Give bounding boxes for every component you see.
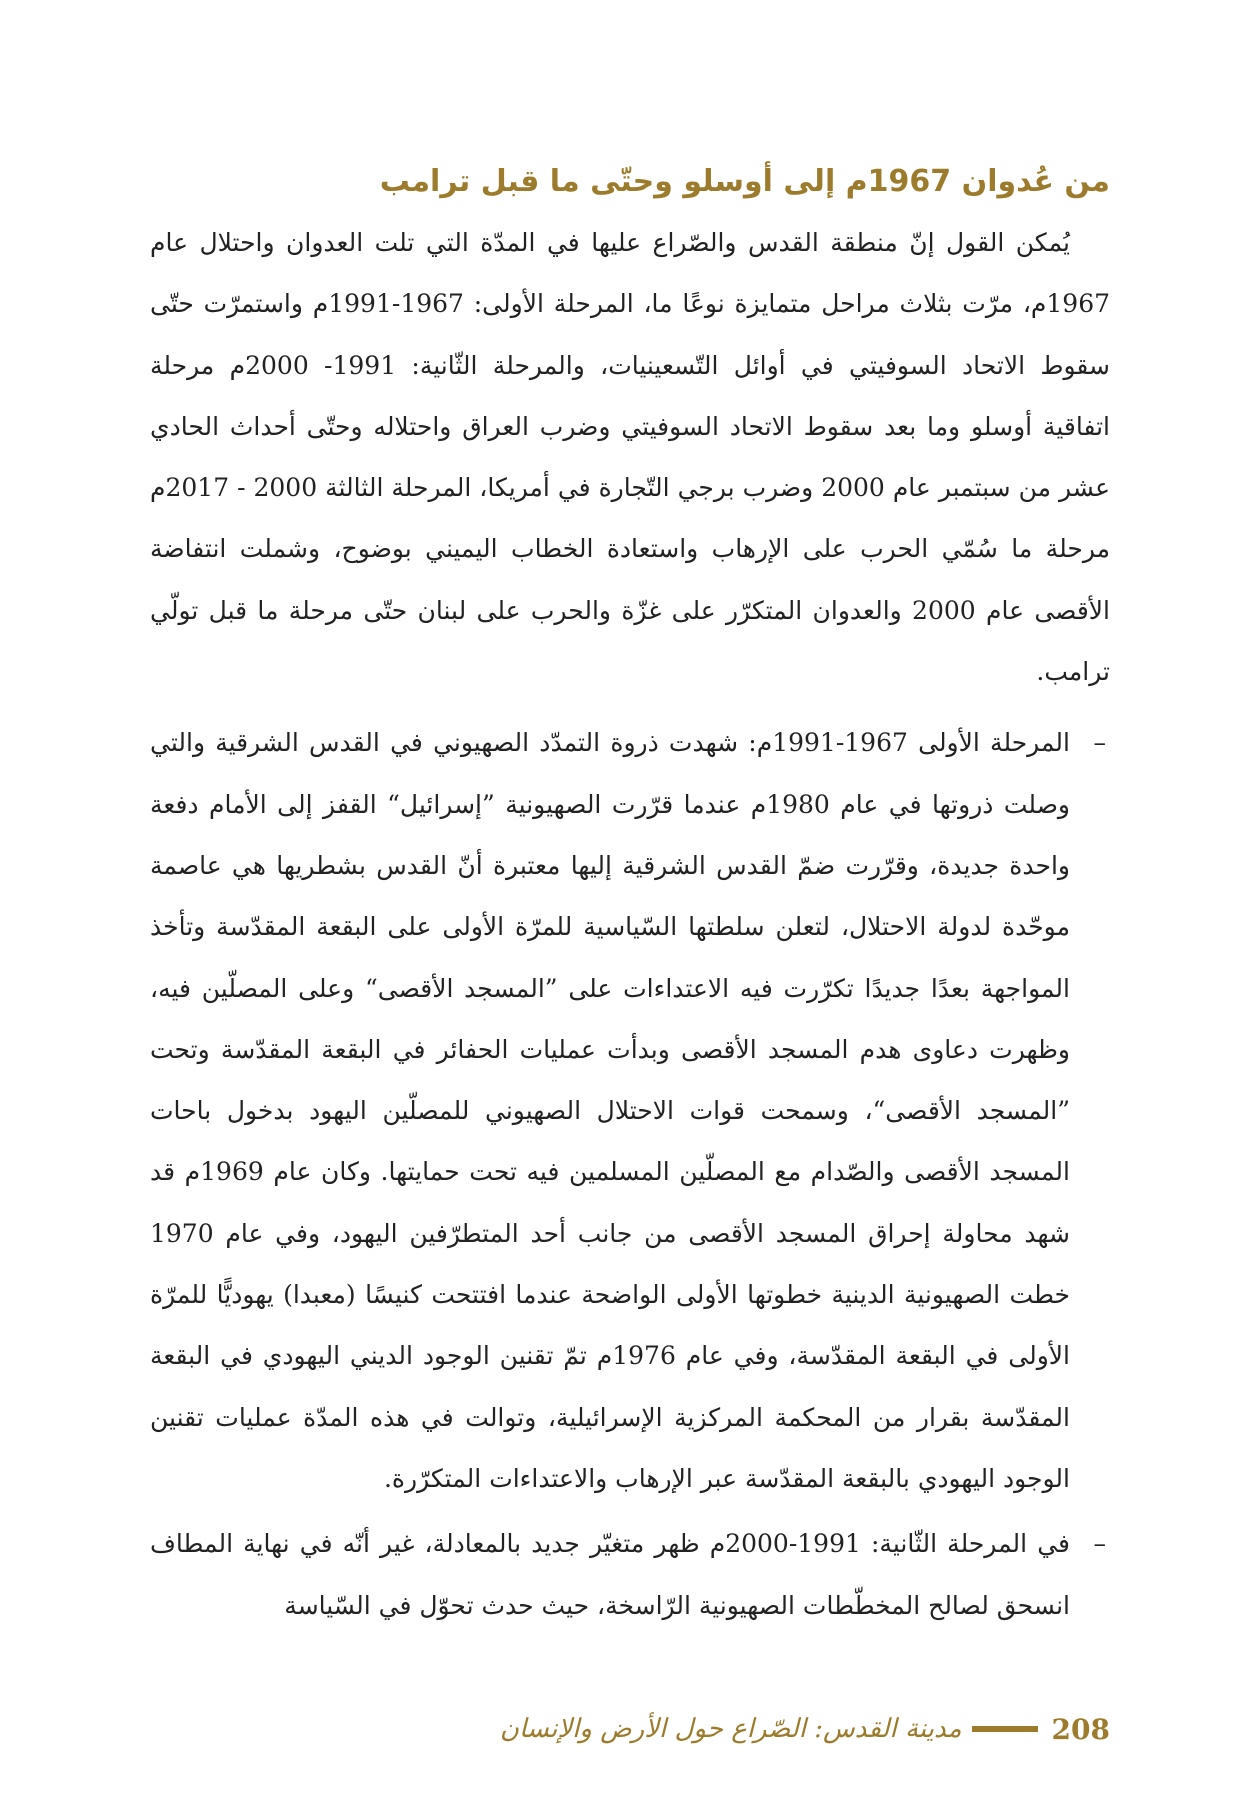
running-book-title: مدينة القدس: الصّراع حول الأرض والإنسان xyxy=(499,1714,962,1744)
intro-paragraph: يُمكن القول إنّ منطقة القدس والصّراع عليها في المدّة التي تلت العدوان واحتلال عام 1967م، مرّت بثلاث مراحل متمايزة نوعًا ما، المرحلة الأولى: 1967-1991م واستمرّت حتّى سقوط الاتحاد السوفيتي في أوائل التّسعينيات، والمرحلة الثّانية: 1991- 2000م مرحلة اتفاقية أوسلو وما بعد سقوط الاتحاد السوفيتي وضرب العراق واحتلاله وحتّى أحداث الحادي عشر من سبتمبر عام 2000 وضرب برجي التّجارة في أمريكا، المرحلة الثالثة 2000 - 2017م مرحلة ما سُمّي الحرب على الإرهاب واستعادة الخطاب اليميني بوضوح، وشملت انتفاضة الأقصى عام 2000 والعدوان المتكرّر على غزّة والحرب على لبنان حتّى مرحلة ما قبل تولّي ترامب. xyxy=(150,228,1111,687)
bullet-dash: – xyxy=(1093,1529,1106,1559)
phase-one-text: المرحلة الأولى 1967-1991م: شهدت ذروة التمدّد الصهيوني في القدس الشرقية والتي وصلت ذروتها في عام 1980م عندما قرّرت الصهيونية ”إسرائيل“ القفز إلى الأمام دفعة واحدة جديدة، وقرّرت ضمّ القدس الشرقية إليها معتبرة أنّ القدس بشطريها هي عاصمة موحّدة لدولة الاحتلال، لتعلن سلطتها السّياسية للمرّة الأولى على البقعة المقدّسة وتأخذ المواجهة بعدًا جديدًا تكرّرت فيه الاعتداءات على ”المسجد الأقصى“ وعلى المصلّين فيه، وظهرت دعاوى هدم المسجد الأقصى وبدأت عمليات الحفائر في البقعة المقدّسة وتحت ”المسجد الأقصى“، وسمحت قوات الاحتلال الصهيوني للمصلّين اليهود بدخول باحات المسجد الأقصى والصّدام مع المصلّين المسلمين فيه تحت حمايتها. وكان عام 1969م قد شهد محاولة إحراق المسجد الأقصى من جانب أحد المتطرّفين اليهود، وفي عام 1970 خطت الصهيونية الدينية خطوتها الأولى الواضحة عندما افتتحت كنيسًا (معبدا) يهوديًّا للمرّة الأولى في البقعة المقدّسة، وفي عام 1976م تمّ تقنين الوجود الديني اليهودي في البقعة المقدّسة بقرار من المحكمة المركزية الإسرائيلية، وتوالت في هذه المدّة عمليات تقنين الوجود اليهودي بالبقعة المقدّسة عبر الإرهاب والاعتداءات المتكرّرة. xyxy=(150,728,1070,1493)
footer-divider xyxy=(972,1726,1038,1732)
page-number: 208 xyxy=(1051,1712,1110,1746)
phase-list-item-first xyxy=(150,712,1110,1509)
bullet-dash: – xyxy=(1093,728,1106,758)
body-text xyxy=(150,212,1110,1640)
section-heading: من عُدوان 1967م إلى أوسلو وحتّى ما قبل ترامب xyxy=(379,164,1110,199)
page-footer xyxy=(500,1707,1110,1751)
phase-two-text: في المرحلة الثّانية: 1991-2000م ظهر متغيّر جديد بالمعادلة، غير أنّه في نهاية المطاف انسحق لصالح المخطّطات الصهيونية الرّاسخة، حيث حدث تحوّل في السّياسة xyxy=(150,1529,1071,1620)
phase-list xyxy=(150,712,1110,1635)
phase-list-item-second xyxy=(150,1513,1110,1636)
